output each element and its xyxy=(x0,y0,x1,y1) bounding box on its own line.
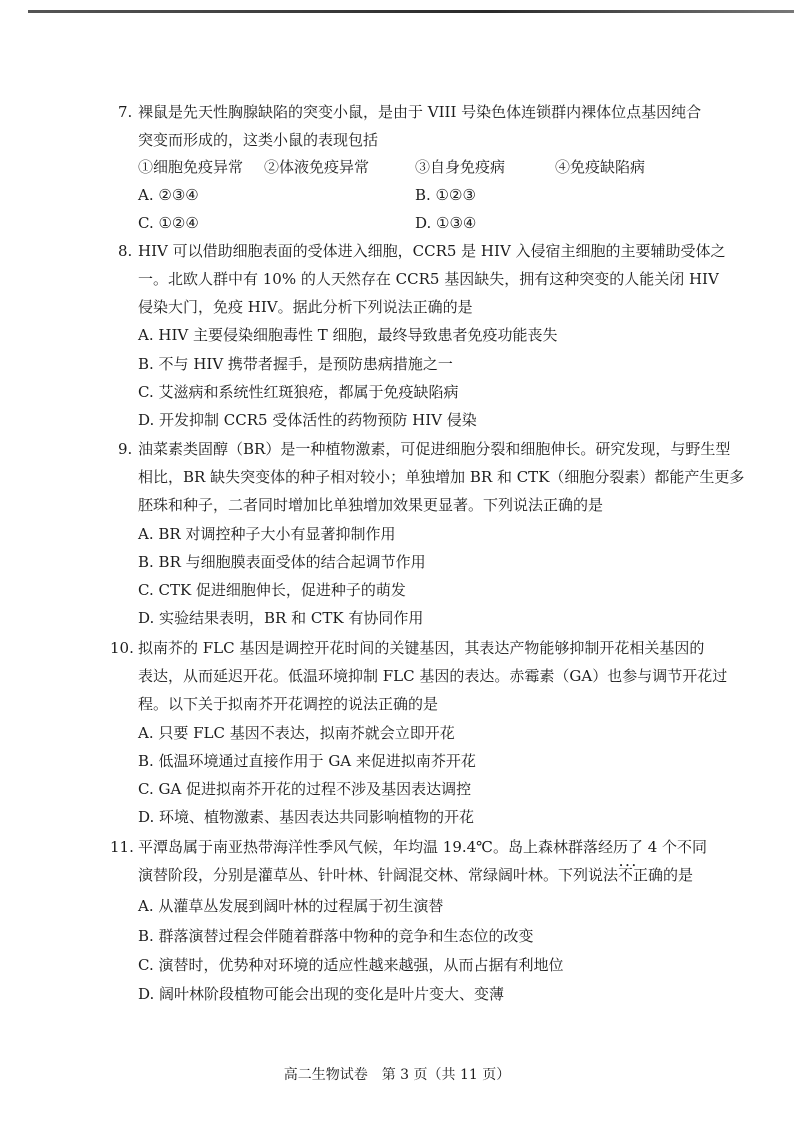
answer-option-b: B. 群落演替过程会伴随着群落中物种的竞争和生态位的改变 xyxy=(138,927,534,945)
answer-option-c: C. 演替时，优势种对环境的适应性越来越强，从而占据有利地位 xyxy=(138,956,564,974)
answer-option-b: B. ①②③ xyxy=(415,186,476,204)
question-number: 9. xyxy=(118,440,133,458)
question-stem-line: 突变而形成的，这类小鼠的表现包括 xyxy=(138,131,379,149)
answer-option-b: B. 不与 HIV 携带者握手，是预防患病措施之一 xyxy=(138,355,453,373)
question-number: 8. xyxy=(118,242,133,260)
statement-item: ③自身免疫病 xyxy=(415,158,506,176)
question-stem-line: 程。以下关于拟南芥开花调控的说法正确的是 xyxy=(138,695,439,713)
answer-option-d: D. 实验结果表明，BR 和 CTK 有协同作用 xyxy=(138,609,424,627)
question-stem-line: 表达，从而延迟开花。低温环境抑制 FLC 基因的表达。赤霉素（GA）也参与调节开花过 xyxy=(138,667,728,685)
question-stem-line: 相比，BR 缺失突变体的种子相对较小；单独增加 BR 和 CTK（细胞分裂素）都能产生更多 xyxy=(138,468,745,486)
answer-option-c: C. 艾滋病和系统性红斑狼疮，都属于免疫缺陷病 xyxy=(138,383,459,401)
statement-item: ②体液免疫异常 xyxy=(264,158,370,176)
emphasized-word: 不正确 • • xyxy=(618,866,663,884)
answer-option-d: D. 阔叶林阶段植物可能会出现的变化是叶片变大、变薄 xyxy=(138,985,505,1003)
answer-option-c: C. ①②④ xyxy=(138,214,199,232)
answer-option-a: A. 从灌草丛发展到阔叶林的过程属于初生演替 xyxy=(138,897,444,915)
statement-item: ①细胞免疫异常 xyxy=(138,158,244,176)
question-stem-line: 油菜素类固醇（BR）是一种植物激素，可促进细胞分裂和细胞伸长。研究发现，与野生型 xyxy=(138,440,731,458)
answer-option-b: B. BR 与细胞膜表面受体的结合起调节作用 xyxy=(138,553,426,571)
answer-option-c: C. CTK 促进细胞伸长，促进种子的萌发 xyxy=(138,581,406,599)
question-stem-line: 胚珠和种子，二者同时增加比单独增加效果更显著。下列说法正确的是 xyxy=(138,496,604,514)
answer-option-a: A. 只要 FLC 基因不表达，拟南芥就会立即开花 xyxy=(138,724,455,742)
question-number: 7. xyxy=(118,103,133,121)
question-stem-line: 侵染大门，免疫 HIV。据此分析下列说法正确的是 xyxy=(138,298,473,316)
question-stem-line xyxy=(138,866,693,884)
answer-option-c: C. GA 促进拟南芥开花的过程不涉及基因表达调控 xyxy=(138,780,472,798)
answer-option-b: B. 低温环境通过直接作用于 GA 来促进拟南芥开花 xyxy=(138,752,476,770)
answer-option-a: A. ②③④ xyxy=(138,186,199,204)
page-footer: 高二生物试卷 第 3 页（共 11 页） xyxy=(283,1067,511,1083)
stem-text: 演替阶段，分别是灌草丛、针叶林、针阔混交林、常绿阔叶林。下列说法 xyxy=(138,866,619,884)
answer-option-d: D. 环境、植物激素、基因表达共同影响植物的开花 xyxy=(138,808,475,826)
question-stem-line: 拟南芥的 FLC 基因是调控开花时间的关键基因，其表达产物能够抑制开花相关基因的 xyxy=(138,639,705,657)
stem-text: 的是 xyxy=(663,866,694,884)
statement-item: ④免疫缺陷病 xyxy=(555,158,646,176)
question-number: 10. xyxy=(110,639,134,657)
question-stem-line: 一。北欧人群中有 10% 的人天然存在 CCR5 基因缺失，拥有这种突变的人能关闭 HIV xyxy=(138,270,719,288)
answer-option-d: D. 开发抑制 CCR5 受体活性的药物预防 HIV 侵染 xyxy=(138,411,477,429)
question-stem-line: 平潭岛属于南亚热带海洋性季风气候，年均温 19.4℃。岛上森林群落经历了 4 个不同 xyxy=(138,838,708,856)
question-stem-line: 裸鼠是先天性胸腺缺陷的突变小鼠，是由于 VIII 号染色体连锁群内裸体位点基因纯合 xyxy=(138,103,702,121)
answer-option-d: D. ①③④ xyxy=(415,214,477,232)
answer-option-a: A. BR 对调控种子大小有显著抑制作用 xyxy=(138,525,396,543)
answer-option-a: A. HIV 主要侵染细胞毒性 T 细胞，最终导致患者免疫功能丧失 xyxy=(138,326,558,344)
question-stem-line: HIV 可以借助细胞表面的受体进入细胞，CCR5 是 HIV 入侵宿主细胞的主要辅助受体之 xyxy=(138,242,726,260)
question-number: 11. xyxy=(110,838,134,856)
